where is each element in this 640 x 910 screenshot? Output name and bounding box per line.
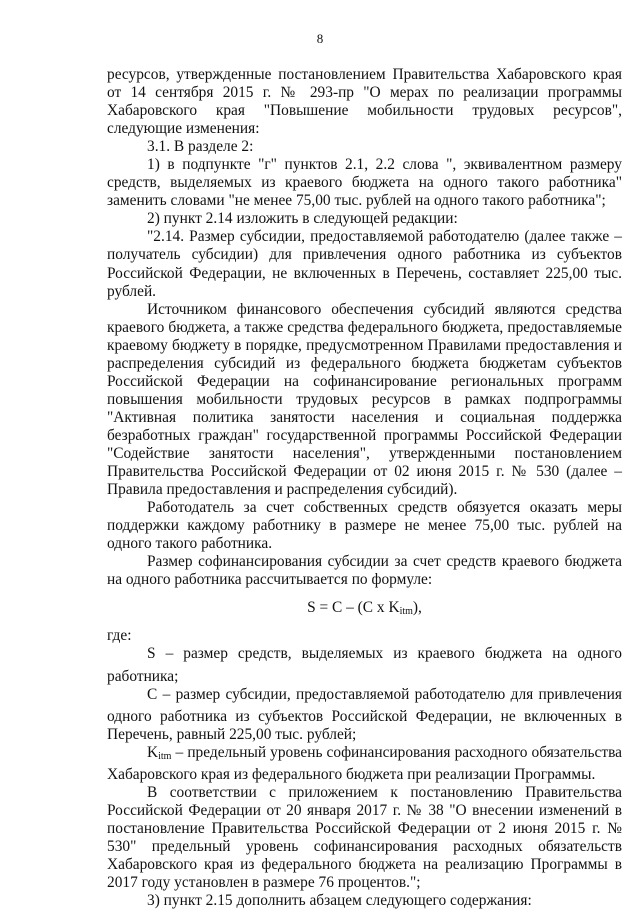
definition xyxy=(107,686,622,744)
paragraph: В соответствии с приложением к постановлению Правительства Российской Федерации от 20 января 2017 г. № 38 "О внесении изменений в постановление Правительства Российской Федерации от 2 июня 2015 г. № 530" предельный уровень софинансирования расходных обязательств Хабаровского края из федерального бюджета на реализацию Программы в 2017 году установлен в размере 76 процентов."; xyxy=(107,783,622,892)
paragraph: 3.1. В разделе 2: xyxy=(147,138,254,156)
definition xyxy=(107,645,622,685)
where-label: где: xyxy=(107,627,132,645)
definition-subscript: itm xyxy=(158,750,172,762)
definition xyxy=(107,744,622,784)
definition-text: – предельный уровень софинансирования расходного обязательства Хабаровского края из федерального бюджета при реализации Программы. xyxy=(107,743,622,783)
paragraph: ресурсов, утвержденные постановлением Правительства Хабаровского края от 14 сентября 2015 г. № 293-пр "О мерах по реализации программы Хабаровского края "Повышение мобильности трудовых ресурсов", следующие изменения: xyxy=(107,66,622,138)
page-number: 8 xyxy=(316,31,324,46)
formula-subscript: itm xyxy=(399,606,413,618)
paragraph: Источником финансового обеспечения субсидий являются средства краевого бюджета, а также средства федерального бюджета, предоставляемые краевому бюджету в порядке, предусмотренном Правилами предоставления и распределения субсидий из федерального бюджета бюджетам субъектов Российской Федерации на софинансирование региональных программ повышения мобильности трудовых ресурсов в рамках подпрограммы "Активная политика занятости населения и социальная поддержка безработных граждан" государственной программы Российской Федерации "Содействие занятости населения", утвержденными постановлением Правительства Российской Федерации от 02 июня 2015 г. № 530 (далее – Правила предоставления и распределения субсидий). xyxy=(107,300,622,499)
paragraph: 2) пункт 2.14 изложить в следующей редакции: xyxy=(147,210,458,228)
paragraph: 1) в подпункте "г" пунктов 2.1, 2.2 слова ", эквивалентном размеру средств, выделяемых из краевого бюджета на одного такого работника" заменить словами "не менее 75,00 тыс. рублей на одного такого работника"; xyxy=(107,156,622,210)
definition-text: С – размер субсидии, предоставляемой работодателю для привлечения одного работника из субъектов Российской Федерации, не включенных в Перечень, равный 225,00 тыс. рублей; xyxy=(107,685,622,743)
formula-main: S = C – (C x K xyxy=(307,599,400,617)
document-body xyxy=(107,66,622,910)
paragraph: "2.14. Размер субсидии, предоставляемой работодателю (далее также – получатель субсидии) для привлечения одного работника из субъектов Российской Федерации, не включенных в Перечень, составляет 225,00 тыс. рублей. xyxy=(107,228,622,300)
formula-tail: ), xyxy=(412,599,422,617)
paragraph: 3) пункт 2.15 дополнить абзацем следующего содержания: xyxy=(147,892,532,910)
paragraph: Размер софинансирования субсидии за счет средств краевого бюджета на одного работника рассчитывается по формуле: xyxy=(107,553,622,589)
formula xyxy=(107,599,622,621)
definition-symbol: K xyxy=(147,743,159,761)
definition-text: S – размер средств, выделяемых из краевого бюджета на одного работника; xyxy=(107,645,622,685)
paragraph: Работодатель за счет собственных средств обязуется оказать меры поддержки каждому работнику в размере не менее 75,00 тыс. рублей на одного такого работника. xyxy=(107,499,622,553)
